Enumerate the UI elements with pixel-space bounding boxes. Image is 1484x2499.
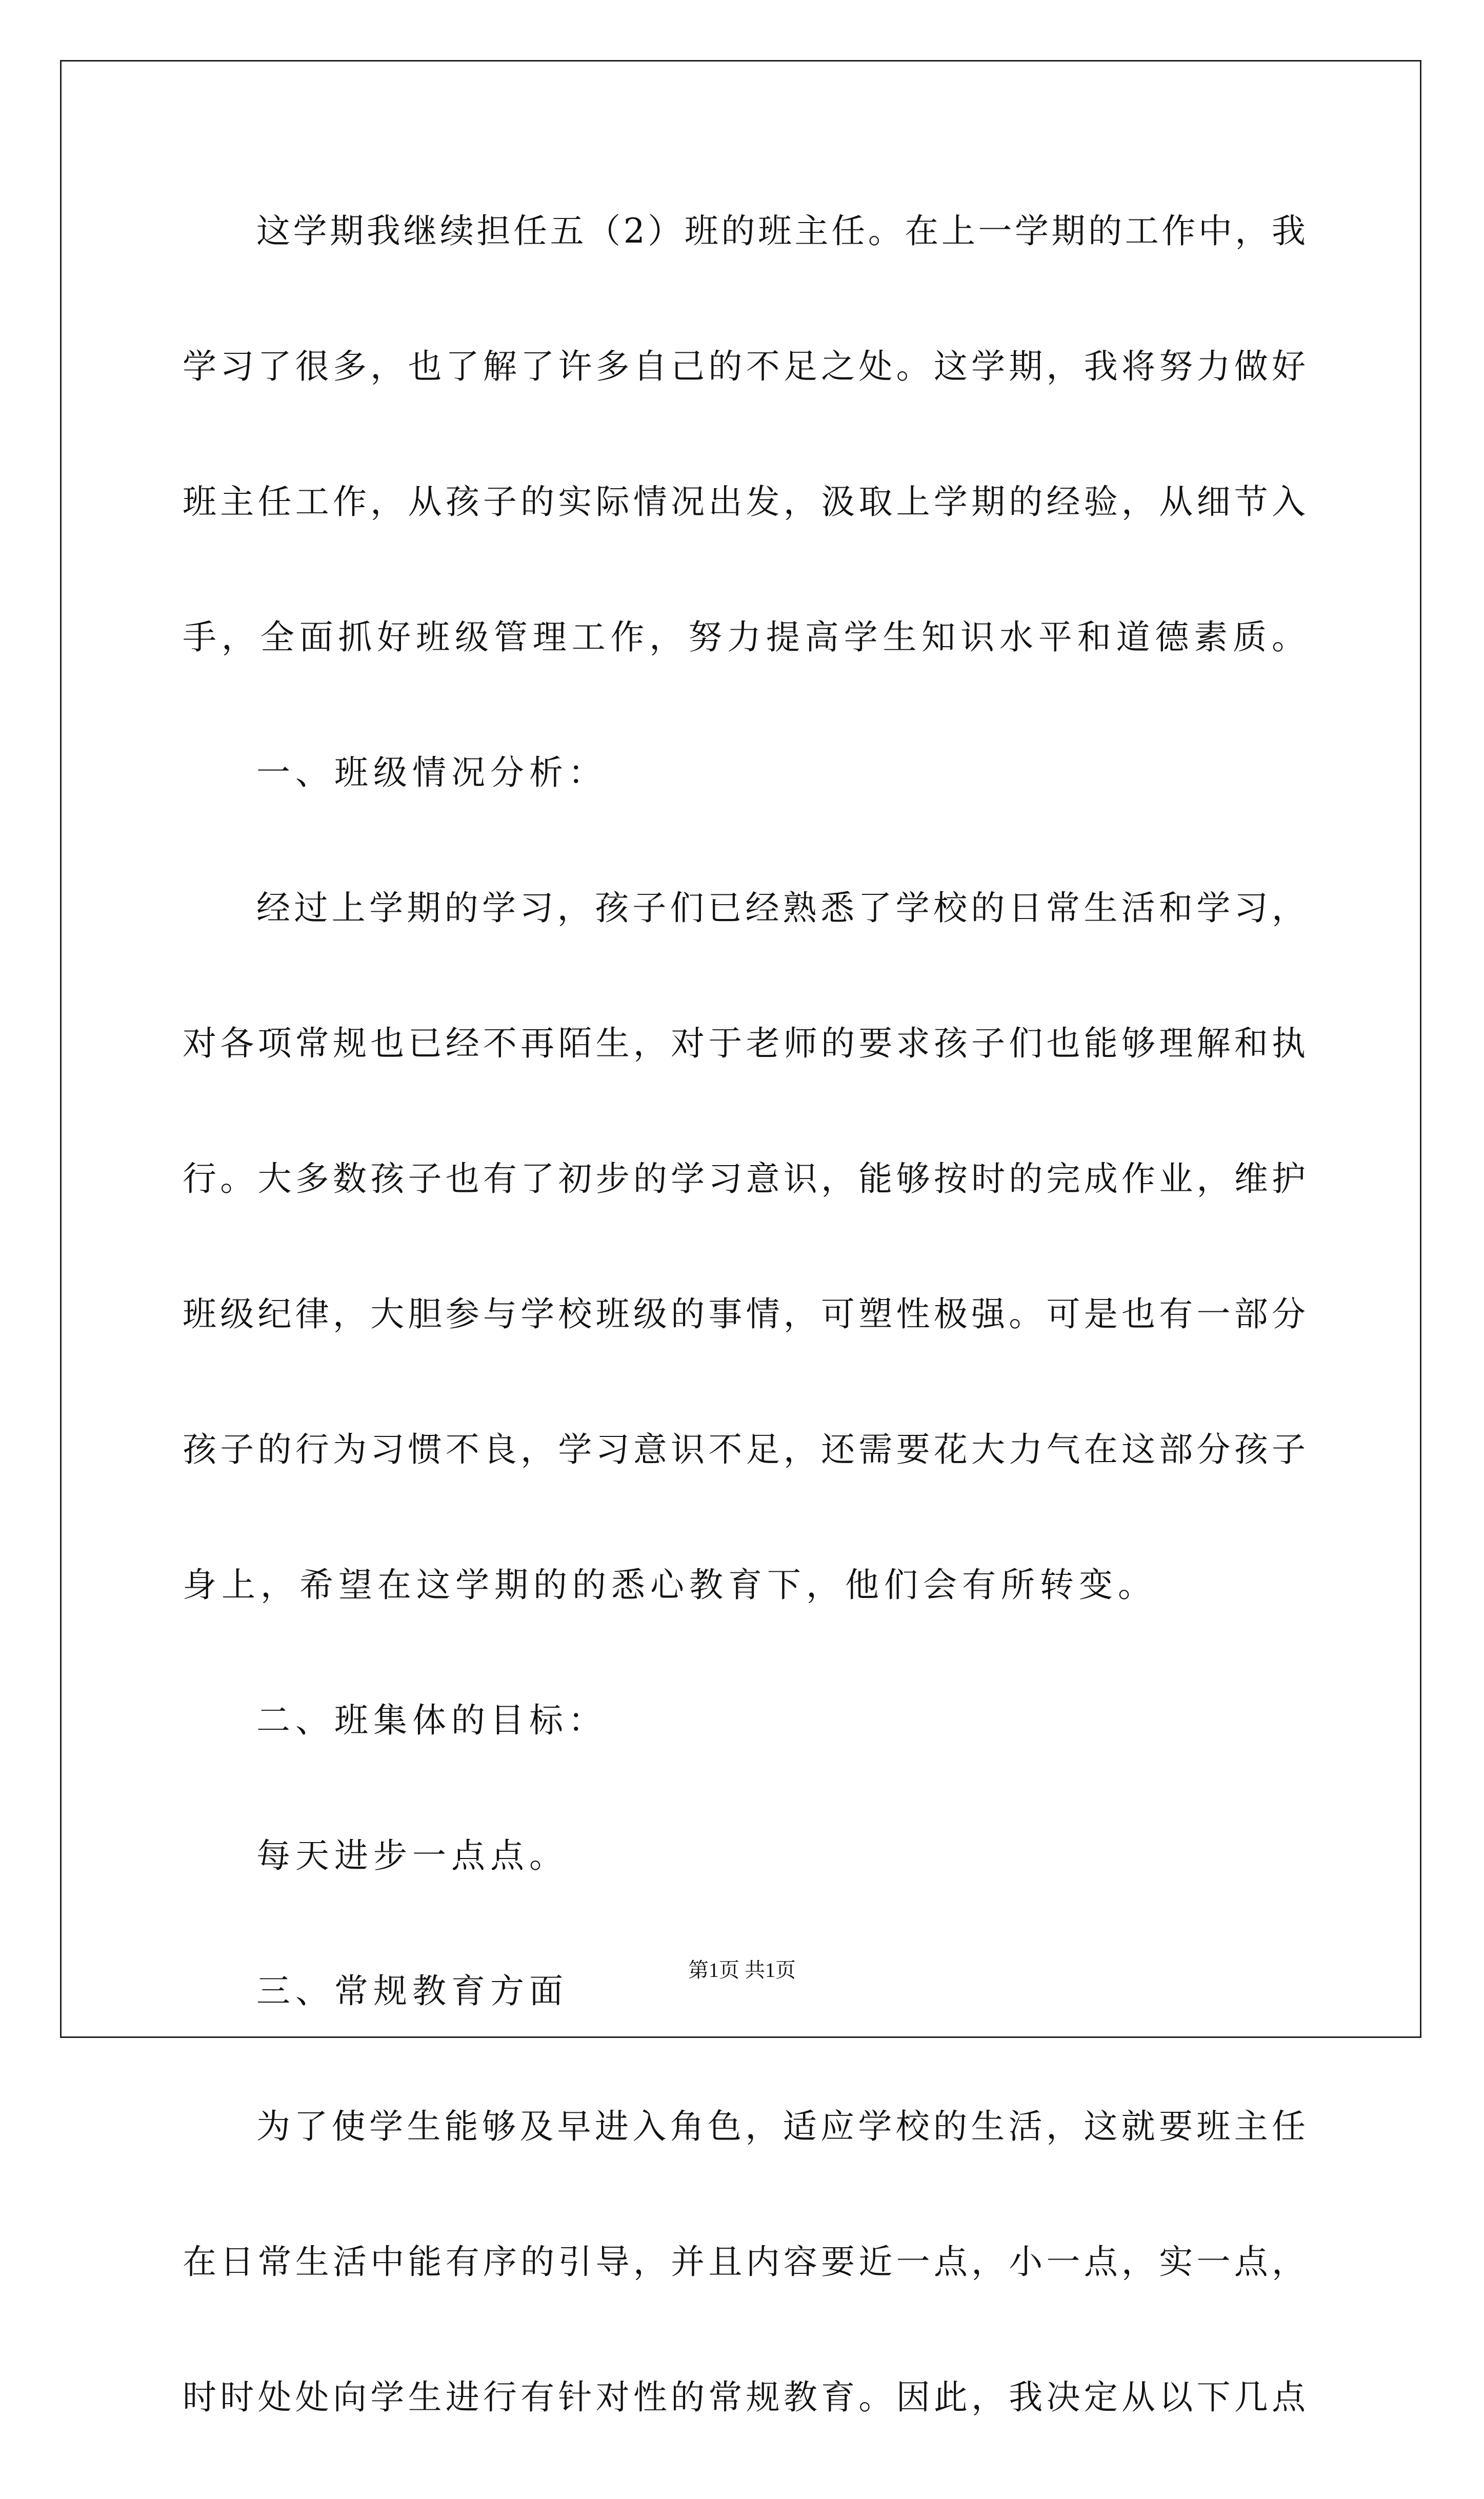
document-body [183,197,1306,2499]
section-heading: 一、班级情况分析： [256,753,607,792]
paragraph-line: 在日常生活中能有序的引导，并且内容要近一点，小一点，实一点， [183,2242,1306,2282]
paragraph-line: 经过上学期的学习，孩子们已经熟悉了学校的日常生活和学习， [256,888,1306,928]
paragraph-line: 手，全面抓好班级管理工作，努力提高学生知识水平和道德素质。 [183,617,1306,657]
paragraph-line: 为了使学生能够及早进入角色，适应学校的生活，这就要班主任 [256,2107,1306,2146]
paragraph-line: 学习了很多，也了解了许多自己的不足之处。这学期，我将努力做好 [183,347,1306,386]
paragraph-line: 这学期我继续担任五（2）班的班主任。在上一学期的工作中，我 [256,211,1306,251]
section-heading: 二、班集体的目标： [256,1701,607,1740]
paragraph-line: 身上，希望在这学期的的悉心教育下，他们会有所转变。 [183,1565,1157,1605]
paragraph-line: 行。大多数孩子也有了初步的学习意识，能够按时的完成作业，维护 [183,1159,1306,1198]
section-heading: 三、常规教育方面 [256,1971,568,2011]
paragraph-line: 班主任工作，从孩子的实际情况出发，汲取上学期的经验，从细节入 [183,482,1306,522]
paragraph-line: 每天进步一点点。 [256,1836,568,1875]
paragraph-line: 孩子的行为习惯不良，学习意识不足，还需要花大力气在这部分孩子 [183,1430,1306,1469]
page-number-footer: 第1页 共1页 [688,1958,796,1982]
paragraph-line: 对各项常规也已经不再陌生，对于老师的要求孩子们也能够理解和执 [183,1024,1306,1063]
paragraph-line: 班级纪律，大胆参与学校班级的事情，可塑性极强。可是也有一部分 [183,1294,1306,1334]
paragraph-line: 时时处处向学生进行有针对性的常规教育。因此，我决定从以下几点 [183,2377,1306,2417]
